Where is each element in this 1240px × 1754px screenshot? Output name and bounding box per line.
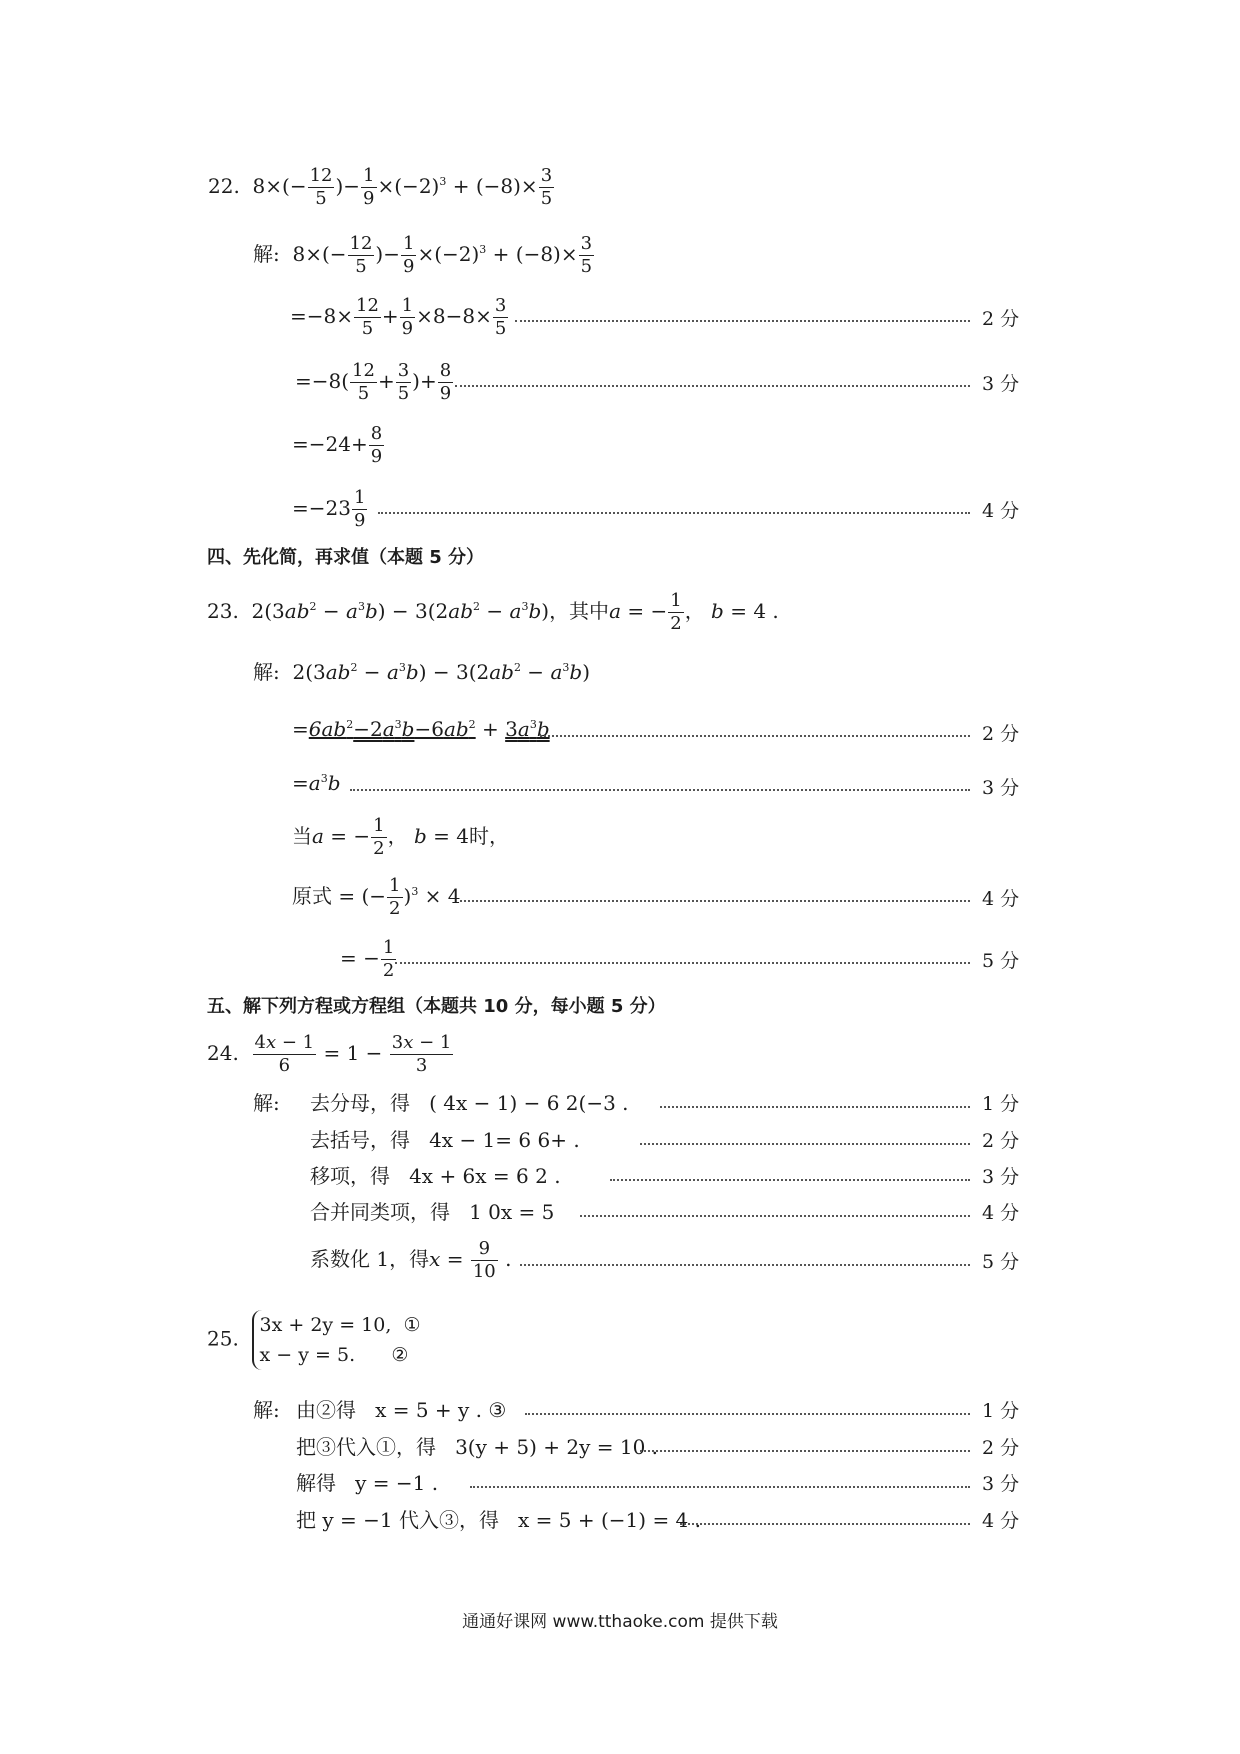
q22-step4-leader xyxy=(378,512,970,514)
q22-step2-leader xyxy=(455,385,970,387)
q24-number: 24. xyxy=(207,1041,239,1065)
q22-problem: 22. 8×(− $\frac{12}{5}$ )− $\frac{1}{9}$ $\times(-2)^3 + (-8)\times$ $\frac{3}{5}$ xyxy=(208,165,553,209)
q25-eq1-mark: ① xyxy=(403,1314,421,1336)
q25-step3-leader xyxy=(470,1486,970,1488)
q24-step2-leader xyxy=(640,1143,970,1145)
q23-number: 23. xyxy=(207,599,239,623)
q24-step4-expr: 1 0x = 5 xyxy=(469,1200,555,1224)
q22-step3: =−24+ $\frac{8}{9}$ xyxy=(292,423,383,467)
q25-problem xyxy=(207,1310,421,1370)
q25-eq2-mark: ② xyxy=(391,1344,409,1366)
q25-step3-label: 解得 xyxy=(296,1471,336,1495)
q23-when: 当a = − $\frac{1}{2}$ ， b = 4时， xyxy=(292,815,509,859)
q25-step2 xyxy=(296,1437,658,1457)
q24-step2 xyxy=(310,1130,580,1150)
q22-step2: =−8( $\frac{12}{5}$ + $\frac{3}{5}$ )+ $\frac{8}{9}$ xyxy=(295,360,452,404)
q23-when-suffix: 时， xyxy=(469,824,509,848)
q24-step4-points: 4 分 xyxy=(982,1202,1020,1224)
q23-step3-points: 4 分 xyxy=(982,888,1020,910)
q23-step4-leader xyxy=(395,962,970,964)
q25-step3-expr: y = −1 . xyxy=(355,1471,439,1495)
q25-step2-expr: 3(y + 5) + 2y = 10 . xyxy=(455,1435,659,1459)
q25-step4-expr: x = 5 + (−1) = 4 . xyxy=(518,1508,701,1532)
q25-step4-label: 把 y = −1 代入③，得 xyxy=(296,1508,499,1532)
q25-step4-leader xyxy=(680,1523,970,1525)
q25-eq1: 3x + 2y = 10, xyxy=(259,1314,392,1336)
q23-problem: 23. $2(3ab^2 - a^3b) - 3(2ab^2 - a^3b)$，其中a = − $\frac{1}{2}$ ， b = 4 . xyxy=(207,590,779,634)
q24-step2-expr: 4x − 1= 6 6+ . xyxy=(429,1128,580,1152)
q23-step4-points: 5 分 xyxy=(982,950,1020,972)
q23-step1-points: 2 分 xyxy=(982,723,1020,745)
q23-step2-points: 3 分 xyxy=(982,777,1020,799)
q24-step3 xyxy=(310,1166,561,1186)
q22-step2-points: 3 分 xyxy=(982,373,1020,395)
q24-step1 xyxy=(310,1093,629,1113)
q24-step2-label: 去括号，得 xyxy=(310,1128,410,1152)
q23-step3-leader xyxy=(460,900,970,902)
q24-solution-label: 解: xyxy=(253,1091,280,1115)
q24-step5-leader xyxy=(520,1264,970,1266)
q23-when-label: 当 xyxy=(292,824,312,848)
q22-step1-leader xyxy=(515,320,970,322)
q24-step5-label: 系数化 1，得 xyxy=(310,1247,430,1271)
q24-step4-label: 合并同类项，得 xyxy=(310,1200,450,1224)
q25-equation-system xyxy=(252,1310,421,1370)
q23-step1-leader xyxy=(540,735,970,737)
q24-step1-label: 去分母，得 xyxy=(310,1091,410,1115)
q25-eq2: x − y = 5. xyxy=(259,1344,356,1366)
q22-solution-start: 解: 8×(− $\frac{12}{5}$ )− $\frac{1}{9}$ $\times(-2)^3 + (-8)\times$ $\frac{3}{5}$ xyxy=(253,233,593,277)
q23-solution-start: 解: $2(3ab^2 - a^3b) - 3(2ab^2 - a^3b)$ xyxy=(253,660,590,684)
q25-step2-leader xyxy=(640,1450,970,1452)
q24-step5-points: 5 分 xyxy=(982,1251,1020,1273)
q23-where-text: ，其中 xyxy=(549,599,610,623)
q24-step3-expr: 4x + 6x = 6 2 . xyxy=(409,1164,561,1188)
q25-solution-label: 解: xyxy=(253,1398,280,1422)
q23-step2: $=a^3b$ xyxy=(292,771,341,795)
q23-original-label: 原式 xyxy=(292,884,332,908)
q24-step3-leader xyxy=(610,1179,970,1181)
q23-step2-leader xyxy=(350,789,970,791)
q25-step1-leader xyxy=(525,1413,970,1415)
q22-step4: =−23 $\frac{1}{9}$ xyxy=(292,487,366,531)
q25-number: 25. xyxy=(207,1326,239,1351)
q24-step2-points: 2 分 xyxy=(982,1130,1020,1152)
section5-title: 五、解下列方程或方程组（本题共 10 分，每小题 5 分） xyxy=(207,996,666,1017)
q25-step3-points: 3 分 xyxy=(982,1473,1020,1495)
q24-step3-points: 3 分 xyxy=(982,1166,1020,1188)
q24-step1-expr: ( 4x − 1) − 6 2(−3 . xyxy=(429,1091,629,1115)
q22-step1-points: 2 分 xyxy=(982,308,1020,330)
q25-step2-label: 把③代入①，得 xyxy=(296,1435,436,1459)
q24-step1-points: 1 分 xyxy=(982,1093,1020,1115)
q25-step4 xyxy=(296,1510,701,1530)
q24-step4-leader xyxy=(580,1215,970,1217)
q22-step4-points: 4 分 xyxy=(982,500,1020,522)
q23-step3: 原式 = (− $\frac{1}{2}$ )$^3$ × 4 xyxy=(292,875,461,919)
q22-number: 22. xyxy=(208,174,240,198)
q23-step1: $=6ab^2-2a^3b-6ab^2 + 3a^3b$ xyxy=(292,717,550,741)
q24-step4 xyxy=(310,1202,554,1222)
q25-step1 xyxy=(296,1400,506,1420)
q22-step1: =−8× $\frac{12}{5}$ + $\frac{1}{9}$ ×8−8× $\frac{3}{5}$ xyxy=(290,295,507,339)
q25-step1-expr: x = 5 + y . ③ xyxy=(375,1398,507,1422)
q25-step4-points: 4 分 xyxy=(982,1510,1020,1532)
q24-step5: 系数化 1，得x = $\frac{9}{10}$ . xyxy=(310,1238,512,1282)
q25-step3 xyxy=(296,1473,438,1493)
q25-step2-points: 2 分 xyxy=(982,1437,1020,1459)
q25-step1-points: 1 分 xyxy=(982,1400,1020,1422)
section4-title: 四、先化简，再求值（本题 5 分） xyxy=(207,547,485,568)
q24-step1-leader xyxy=(660,1106,970,1108)
page-footer: 通通好课网 www.tthaoke.com 提供下载 xyxy=(462,1612,778,1632)
q23-step4: = − $\frac{1}{2}$ xyxy=(340,937,395,981)
q24-step3-label: 移项，得 xyxy=(310,1164,390,1188)
q23-solution-label: 解: xyxy=(253,660,280,684)
q24-problem: 24. $\frac{4x - 1}{6}$ = 1 − $\frac{3x - 1}{3}$ xyxy=(207,1032,452,1076)
q25-step1-label: 由②得 xyxy=(296,1398,356,1422)
q22-solution-label: 解: xyxy=(253,242,280,266)
